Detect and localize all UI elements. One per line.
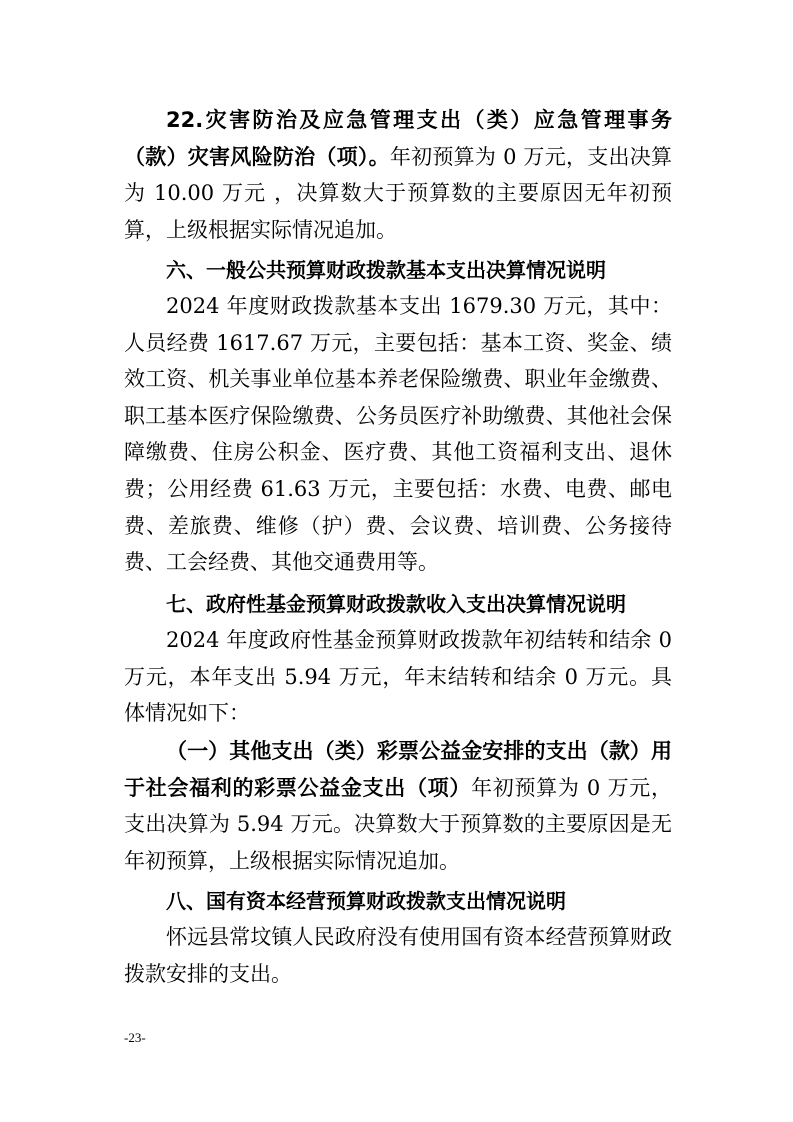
section-7-sub1-body: 年初预算为 0 万元，支出决算为 5.94 万元。决算数大于预算数的主要原因是无年初预算，上级根据实际情况追加。 [124, 775, 672, 873]
section-7-heading: 七、政府性基金预算财政拨款收入支出决算情况说明 [166, 592, 626, 616]
section-7-sub1-paragraph [124, 733, 672, 879]
section-8-body: 怀远县常坟镇人民政府没有使用国有资本经营预算财政拨款安排的支出。 [124, 925, 672, 986]
item-22-paragraph [124, 102, 672, 248]
section-7-body: 2024 年度政府性基金预算财政拨款年初结转和结余 0 万元，本年支出 5.94 万元，年末结转和结余 0 万元。具体情况如下： [124, 628, 672, 726]
section-6-heading: 六、一般公共预算财政拨款基本支出决算情况说明 [166, 258, 606, 282]
section-6-body: 2024 年度财政拨款基本支出 1679.30 万元，其中：人员经费 1617.67 万元，主要包括：基本工资、奖金、绩效工资、机关事业单位基本养老保险缴费、职业年金缴费、职工基本医疗保险缴费、公务员医疗补助缴费、其他社会保障缴费、住房公积金、医疗费、其他工资福利支出、退休费；公用经费 61.63 万元，主要包括：水费、电费、邮电费、差旅费、维修（护）费、会议费、培训费、公务接待费、工会经费、其他交通费用等。 [124, 294, 672, 575]
section-8-heading: 八、国有资本经营预算财政拨款支出情况说明 [166, 889, 566, 913]
item-22-title: 22.灾害防治及应急管理支出（类）应急管理事务（款）灾害风险防治（项）。 [124, 108, 672, 169]
section-7-sub1-title: （一）其他支出（类）彩票公益金安排的支出（款）用于社会福利的彩票公益金支出（项） [124, 739, 672, 800]
page-number: -23- [124, 1030, 146, 1045]
item-22-body: 年初预算为 0 万元，支出决算为 10.00 万元 ，决算数大于预算数的主要原因无年初预算，上级根据实际情况追加。 [124, 144, 672, 242]
